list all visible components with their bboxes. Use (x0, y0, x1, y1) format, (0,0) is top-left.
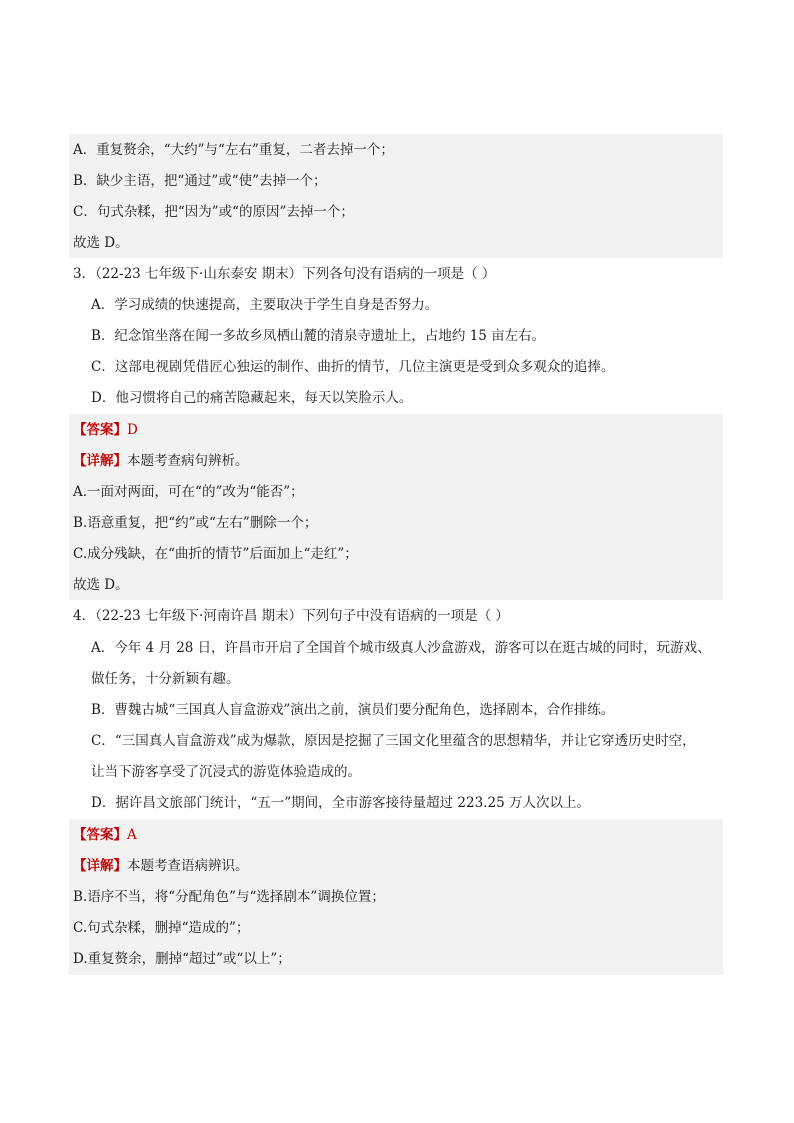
q3-option-a: A．学习成绩的快速提高，主要取决于学生自身是否努力。 (91, 297, 439, 313)
answer-value: D (127, 422, 138, 438)
detail-text: 本题考查病句辨析。 (127, 453, 249, 469)
q4-option-c-line2: 让当下游客享受了沉浸式的游览体验造成的。 (91, 764, 361, 780)
q3-detail (73, 446, 249, 477)
q3-conclusion: 故选 D。 (73, 577, 129, 593)
q4-option-a-line2: 做任务，十分新颖有趣。 (91, 671, 240, 687)
question-source: （22-23 七年级下·山东泰安 期末） (95, 266, 303, 282)
q4-option-a-line1: A．今年 4 月 28 日，许昌市开启了全国首个城市级真人沙盒游戏，游客可以在逛古城的同时，玩游戏、 (91, 640, 711, 656)
conclusion: 故选 D。 (73, 235, 129, 251)
q4-answer (73, 820, 137, 851)
q4-option-b: B．曹魏古城“三国真人盲盒游戏”演出之前，演员们要分配角色，选择剧本，合作排练。 (91, 702, 615, 718)
question-text: 下列句子中没有语病的一项是（ ） (302, 608, 509, 624)
question-number: 4． (73, 608, 96, 624)
explanation-a: A．重复赘余，“大约”与“左右”重复，二者去掉一个； (73, 142, 394, 158)
detail-tag: 【详解】 (73, 453, 127, 469)
explanation-b: B．缺少主语，把“通过”或“使”去掉一个； (73, 173, 327, 189)
question-number: 3． (73, 266, 96, 282)
detail-text: 本题考查语病辨识。 (127, 858, 249, 874)
question-4-stem (73, 601, 509, 632)
q4-explanation-c: C.句式杂糅，删掉“造成的”； (73, 920, 250, 936)
q3-explanation-b: B.语意重复，把“约”或“左右”删除一个； (73, 515, 318, 531)
question-3-stem (73, 259, 495, 290)
answer-tag: 【答案】 (73, 827, 127, 843)
q3-option-d: D．他习惯将自己的痛苦隐藏起来，每天以笑脸示人。 (91, 390, 413, 406)
answer-value: A (127, 827, 137, 843)
q4-option-d: D．据许昌文旅部门统计，“五一”期间，全市游客接待量超过 223.25 万人次以上。 (91, 795, 590, 811)
q3-answer (73, 415, 138, 446)
q3-option-b: B．纪念馆坐落在闻一多故乡凤栖山麓的清泉寺遗址上，占地约 15 亩左右。 (91, 328, 546, 344)
question-source: （22-23 七年级下·河南许昌 期末） (95, 608, 303, 624)
question-text: 下列各句没有语病的一项是（ ） (302, 266, 496, 282)
q3-explanation-a: A.一面对两面，可在“的”改为“能否”； (73, 484, 304, 500)
answer-tag: 【答案】 (73, 422, 127, 438)
q4-detail (73, 851, 249, 882)
q4-option-c-line1: C．“三国真人盲盒游戏”成为爆款，原因是挖掘了三国文化里蕴含的思想精华，并让它穿透历史时空， (91, 733, 696, 749)
q3-explanation-c: C.成分残缺，在“曲折的情节”后面加上“走红”； (73, 546, 358, 562)
detail-tag: 【详解】 (73, 858, 127, 874)
q4-explanation-b: B.语序不当，将“分配角色”与“选择剧本”调换位置； (73, 889, 385, 905)
q4-explanation-d: D.重复赘余，删掉“超过”或“以上”； (73, 951, 291, 967)
explanation-c: C．句式杂糅，把“因为”或“的原因”去掉一个； (73, 204, 354, 220)
q3-option-c: C．这部电视剧凭借匠心独运的制作、曲折的情节，几位主演更是受到众多观众的追捧。 (91, 359, 615, 375)
